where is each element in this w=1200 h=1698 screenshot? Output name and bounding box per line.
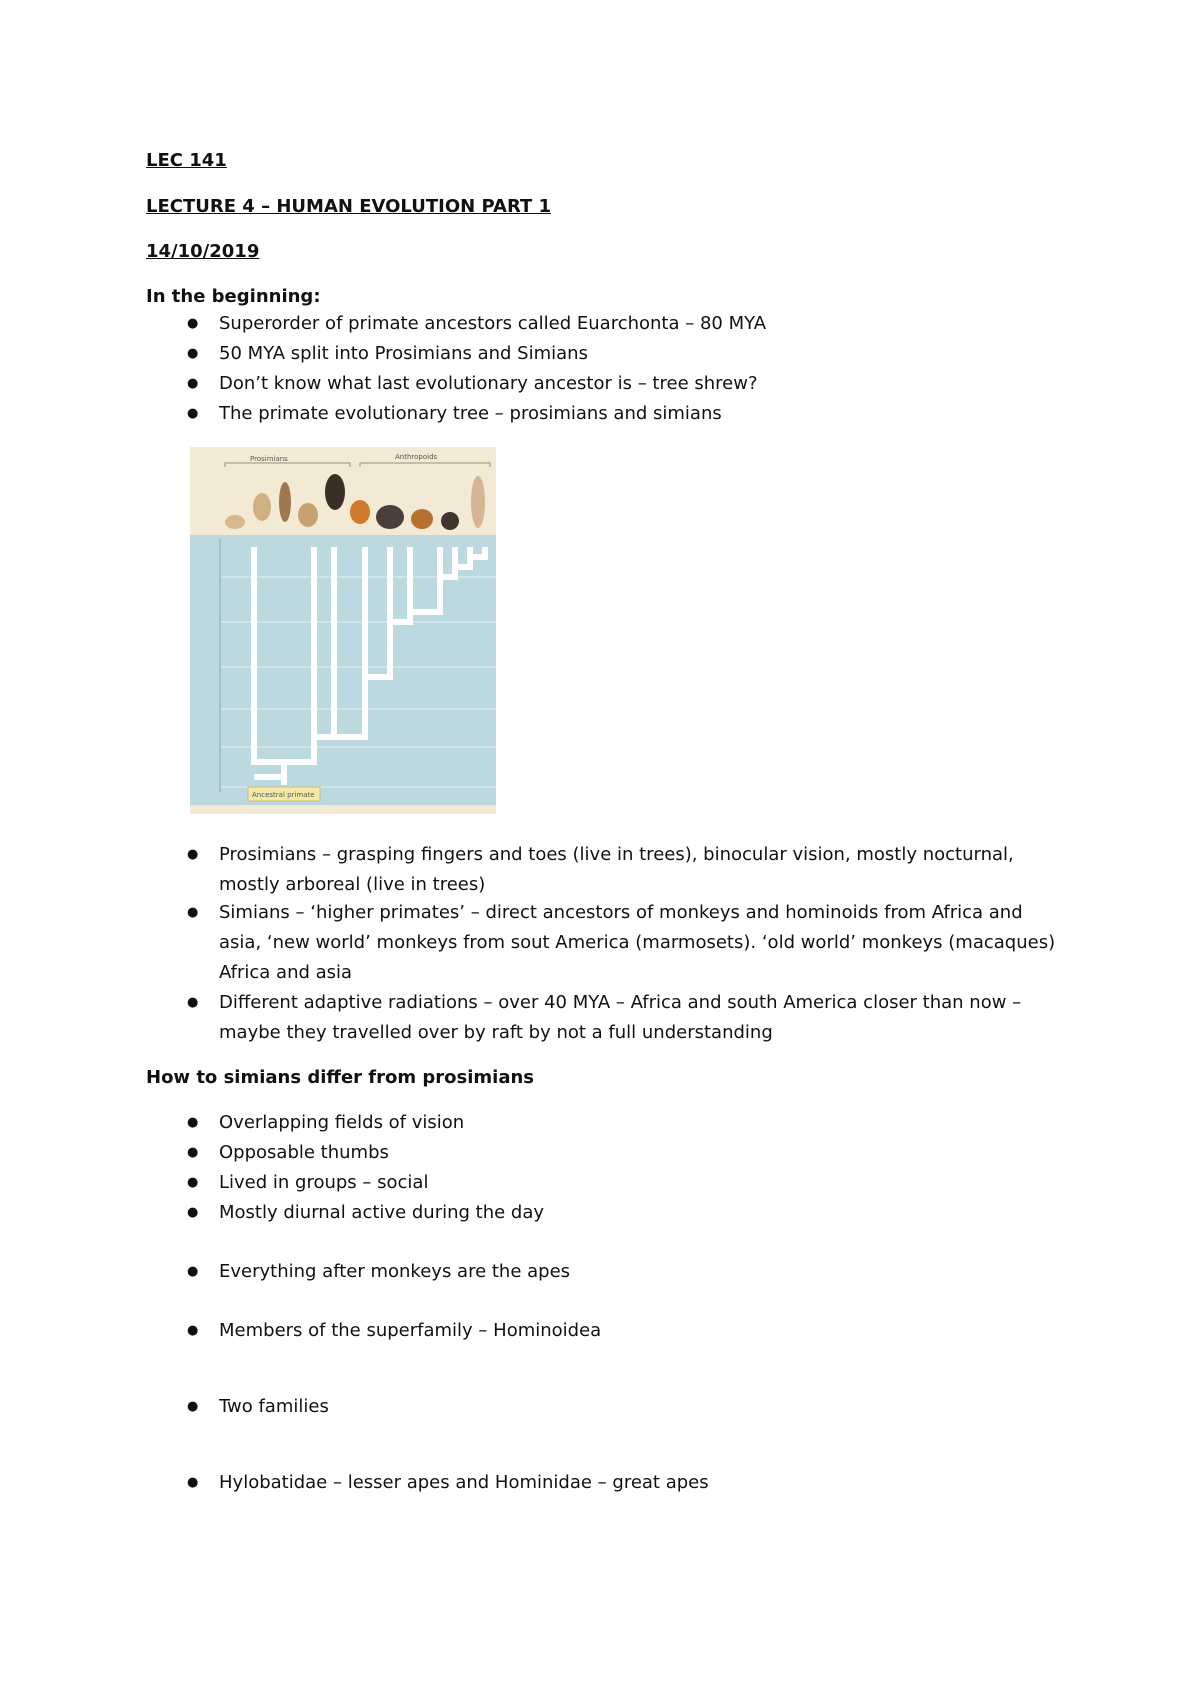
primate-evolutionary-tree-figure bbox=[190, 447, 496, 814]
list-item-line: asia, ‘new world’ monkeys from sout America (marmosets). ‘old world’ monkeys (macaques) bbox=[219, 932, 1056, 953]
bullet-icon: ● bbox=[187, 905, 199, 920]
section-heading-beginning: In the beginning: bbox=[146, 286, 321, 307]
list-item: Superorder of primate ancestors called Euarchonta – 80 MYA bbox=[219, 313, 767, 334]
bullet-icon: ● bbox=[187, 1323, 199, 1338]
list-item: The primate evolutionary tree – prosimians and simians bbox=[219, 403, 722, 424]
bullet-icon: ● bbox=[187, 1399, 199, 1414]
list-item: 50 MYA split into Prosimians and Simians bbox=[219, 343, 588, 364]
bullet-icon: ● bbox=[187, 995, 199, 1010]
list-item: Overlapping fields of vision bbox=[219, 1112, 465, 1133]
bullet-icon: ● bbox=[187, 406, 199, 421]
group-label-anthropoids: Anthropoids bbox=[395, 453, 438, 461]
bullet-icon: ● bbox=[187, 316, 199, 331]
lecture-title: LECTURE 4 – HUMAN EVOLUTION PART 1 bbox=[146, 196, 552, 217]
list-item: Mostly diurnal active during the day bbox=[219, 1202, 545, 1223]
bullet-icon: ● bbox=[187, 376, 199, 391]
list-item: Everything after monkeys are the apes bbox=[219, 1261, 571, 1282]
list-item-line: Africa and asia bbox=[219, 962, 353, 983]
bullet-icon: ● bbox=[187, 1175, 199, 1190]
list-item-line: Different adaptive radiations – over 40 MYA – Africa and south America closer than now – bbox=[219, 992, 1022, 1013]
list-item-line: maybe they travelled over by raft by not a full understanding bbox=[219, 1022, 773, 1043]
list-item: Hylobatidae – lesser apes and Hominidae – great apes bbox=[219, 1472, 709, 1493]
list-item-line: Prosimians – grasping fingers and toes (live in trees), binocular vision, mostly nocturnal, bbox=[219, 844, 1014, 865]
list-item: Opposable thumbs bbox=[219, 1142, 389, 1163]
bullet-icon: ● bbox=[187, 847, 199, 862]
list-item: Members of the superfamily – Hominoidea bbox=[219, 1320, 602, 1341]
bullet-icon: ● bbox=[187, 1145, 199, 1160]
section-heading-differences: How to simians differ from prosimians bbox=[146, 1067, 535, 1088]
bullet-icon: ● bbox=[187, 1264, 199, 1279]
list-item-line: Simians – ‘higher primates’ – direct ancestors of monkeys and hominoids from Africa and bbox=[219, 902, 1023, 923]
lecture-date: 14/10/2019 bbox=[146, 241, 260, 262]
bullet-icon: ● bbox=[187, 346, 199, 361]
bullet-icon: ● bbox=[187, 1115, 199, 1130]
list-item: Lived in groups – social bbox=[219, 1172, 429, 1193]
list-item: Don’t know what last evolutionary ancestor is – tree shrew? bbox=[219, 373, 758, 394]
list-item-line: mostly arboreal (live in trees) bbox=[219, 874, 486, 895]
list-item: Two families bbox=[219, 1396, 329, 1417]
course-code: LEC 141 bbox=[146, 150, 227, 171]
root-label: Ancestral primate bbox=[252, 791, 315, 799]
bullet-icon: ● bbox=[187, 1205, 199, 1220]
bullet-icon: ● bbox=[187, 1475, 199, 1490]
group-label-prosimians: Prosimians bbox=[250, 455, 288, 463]
